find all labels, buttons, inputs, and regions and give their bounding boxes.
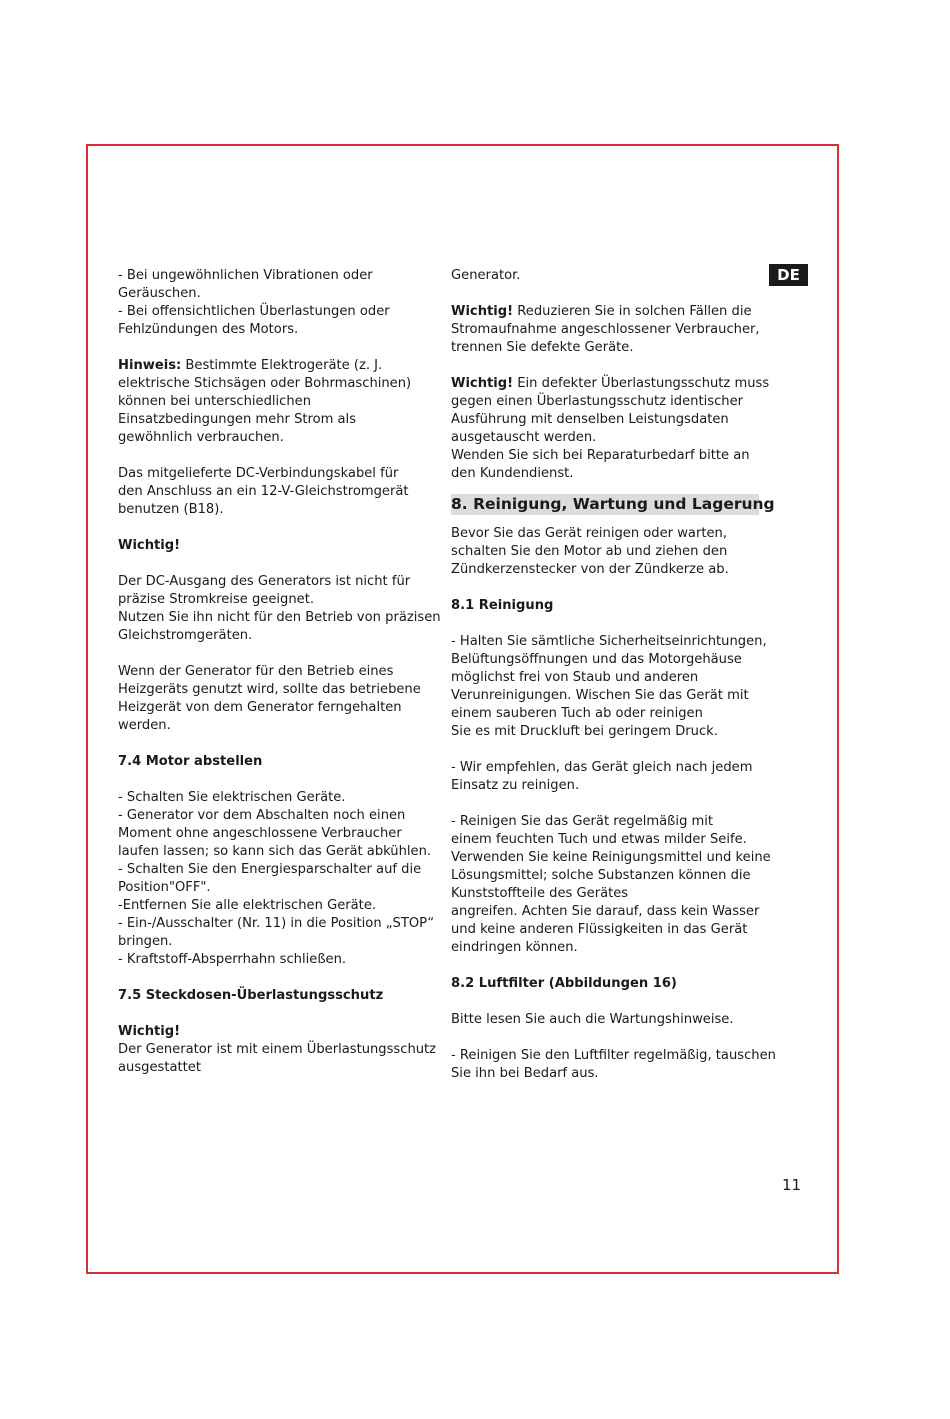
text-line: Ausführung mit denselben Leistungsdaten — [451, 412, 729, 427]
text-line: trennen Sie defekte Geräte. — [451, 340, 634, 355]
text-line: - Kraftstoff-Absperrhahn schließen. — [118, 952, 347, 967]
text-line: laufen lassen; so kann sich das Gerät abkühlen. — [118, 844, 432, 859]
text-line: - Wir empfehlen, das Gerät gleich nach jedem — [451, 760, 753, 775]
text-line: -Entfernen Sie alle elektrischen Geräte. — [118, 898, 377, 913]
left-column — [118, 267, 441, 1077]
text-line: Stromaufnahme angeschlossener Verbraucher, — [451, 322, 760, 337]
section-heading-7-5: 7.5 Steckdosen-Überlastungsschutz — [118, 988, 384, 1003]
right-column — [451, 267, 776, 1083]
section-heading-8-1: 8.1 Reinigung — [451, 598, 554, 613]
text-line: Lösungsmittel; solche Substanzen können die — [451, 868, 751, 883]
text-line: - Schalten Sie elektrischen Geräte. — [118, 790, 346, 805]
wichtig-heading: Wichtig! — [118, 538, 181, 553]
text-fragment: Ein defekter Überlastungsschutz muss — [513, 376, 770, 391]
section-heading-7-4: 7.4 Motor abstellen — [118, 754, 263, 769]
text-line: präzise Stromkreise geeignet. — [118, 592, 315, 607]
text-line: Heizgerät von dem Generator ferngehalten — [118, 700, 402, 715]
text-line: - Bei ungewöhnlichen Vibrationen oder — [118, 268, 373, 283]
text-line: ausgetauscht werden. — [451, 430, 597, 445]
text-line: Zündkerzenstecker von der Zündkerze ab. — [451, 562, 729, 577]
text-line: Moment ohne angeschlossene Verbraucher — [118, 826, 402, 841]
text-line: Gleichstromgeräten. — [118, 628, 253, 643]
text-line: Belüftungsöffnungen und das Motorgehäuse — [451, 652, 742, 667]
text-line: Geräuschen. — [118, 286, 201, 301]
text-line: werden. — [118, 718, 171, 733]
text-line: Kunststoffteile des Gerätes — [451, 886, 629, 901]
text-line: bringen. — [118, 934, 173, 949]
wichtig-line — [451, 303, 763, 321]
hinweis-label: Hinweis: — [118, 358, 182, 373]
section-heading-8: 8. Reinigung, Wartung und Lagerung — [451, 495, 775, 513]
text-line: Generator. — [451, 268, 521, 283]
text-line: Heizgeräts genutzt wird, sollte das betriebene — [118, 682, 421, 697]
text-line: Verwenden Sie keine Reinigungsmittel und keine — [451, 850, 771, 865]
text-line: Der Generator ist mit einem Überlastungsschutz — [118, 1042, 437, 1057]
text-line: Bevor Sie das Gerät reinigen oder warten, — [451, 526, 727, 541]
text-line: den Anschluss an ein 12-V-Gleichstromgerät — [118, 484, 409, 499]
text-line: Sie es mit Druckluft bei geringem Druck. — [451, 724, 718, 739]
text-line: eindringen können. — [451, 940, 578, 955]
text-line: einem sauberen Tuch ab oder reinigen — [451, 706, 703, 721]
page-number: 11 — [782, 1176, 802, 1194]
wichtig-label: Wichtig! — [451, 376, 514, 391]
text-line: Position"OFF". — [118, 880, 211, 895]
text-line: Einsatzbedingungen mehr Strom als — [118, 412, 357, 427]
text-line: - Generator vor dem Abschalten noch einen — [118, 808, 406, 823]
text-line: - Ein-/Ausschalter (Nr. 11) in die Position „STOP“ — [118, 916, 435, 931]
text-fragment: Reduzieren Sie in solchen Fällen die — [513, 304, 752, 319]
text-line: - Schalten Sie den Energiesparschalter auf die — [118, 862, 422, 877]
text-line: schalten Sie den Motor ab und ziehen den — [451, 544, 728, 559]
text-line: Fehlzündungen des Motors. — [118, 322, 299, 337]
text-line: Nutzen Sie ihn nicht für den Betrieb von präzisen — [118, 610, 441, 625]
text-line: können bei unterschiedlichen — [118, 394, 312, 409]
text-line: Das mitgelieferte DC-Verbindungskabel für — [118, 466, 399, 481]
text-line: Bitte lesen Sie auch die Wartungshinweise. — [451, 1012, 734, 1027]
language-badge: DE — [769, 264, 808, 286]
wichtig-line — [451, 375, 770, 393]
text-fragment: Bestimmte Elektrogeräte (z. J. — [181, 358, 383, 373]
text-line: elektrische Stichsägen oder Bohrmaschinen) — [118, 376, 412, 391]
text-line: möglichst frei von Staub und anderen — [451, 670, 699, 685]
text-line: - Bei offensichtlichen Überlastungen oder — [118, 304, 390, 319]
text-line: einem feuchten Tuch und etwas milder Seife. — [451, 832, 747, 847]
text-line: den Kundendienst. — [451, 466, 574, 481]
text-line: angreifen. Achten Sie darauf, dass kein Wasser — [451, 904, 760, 919]
text-line: Wenden Sie sich bei Reparaturbedarf bitte an — [451, 448, 750, 463]
wichtig-label: Wichtig! — [451, 304, 514, 319]
text-line: gegen einen Überlastungsschutz identischer — [451, 394, 744, 409]
text-line: Sie ihn bei Bedarf aus. — [451, 1066, 599, 1081]
text-line: Verunreinigungen. Wischen Sie das Gerät mit — [451, 688, 749, 703]
text-line: Einsatz zu reinigen. — [451, 778, 580, 793]
text-line: - Reinigen Sie das Gerät regelmäßig mit — [451, 814, 714, 829]
text-line: gewöhnlich verbrauchen. — [118, 430, 284, 445]
section-heading-8-2: 8.2 Luftfilter (Abbildungen 16) — [451, 976, 677, 991]
text-line: - Halten Sie sämtliche Sicherheitseinrichtungen, — [451, 634, 767, 649]
text-line: benutzen (B18). — [118, 502, 224, 517]
text-line: ausgestattet — [118, 1060, 201, 1075]
text-line: Wenn der Generator für den Betrieb eines — [118, 664, 394, 679]
text-line: - Reinigen Sie den Luftfilter regelmäßig, tauschen — [451, 1048, 776, 1063]
hinweis-line — [118, 357, 430, 375]
text-line: Der DC-Ausgang des Generators ist nicht für — [118, 574, 411, 589]
text-line: und keine anderen Flüssigkeiten in das Gerät — [451, 922, 748, 937]
wichtig-heading: Wichtig! — [118, 1024, 181, 1039]
